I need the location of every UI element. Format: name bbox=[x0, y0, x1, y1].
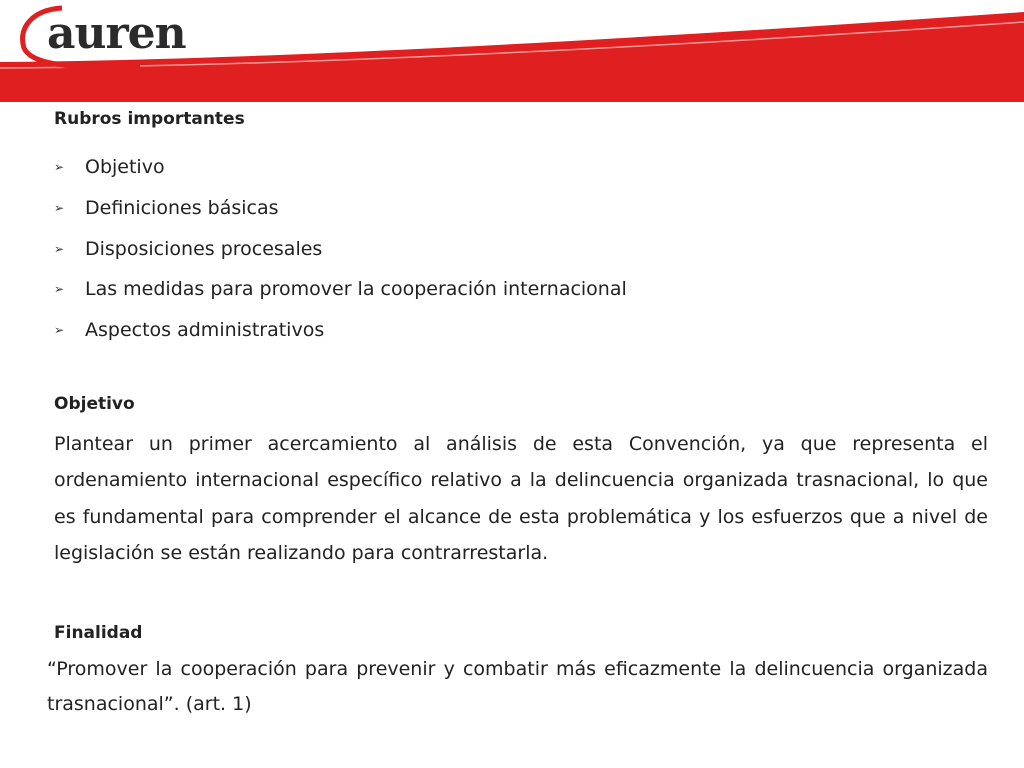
list-item bbox=[54, 147, 627, 188]
list-item-label: Disposiciones procesales bbox=[85, 237, 323, 260]
list-item bbox=[54, 310, 627, 351]
list-item bbox=[54, 188, 627, 229]
finalidad-quote: “Promover la cooperación para prevenir y combatir más eficazmente la delincuencia organizada trasnacional”. (art. 1) bbox=[47, 658, 988, 715]
list-item-label: Aspectos administrativos bbox=[85, 319, 325, 342]
list-item-label: Objetivo bbox=[85, 156, 165, 179]
header-banner bbox=[0, 0, 1024, 102]
arrow-bullet-icon: ➢ bbox=[54, 201, 65, 216]
list-item bbox=[54, 269, 627, 310]
objetivo-title: Objetivo bbox=[54, 394, 135, 414]
list-item-label: Las medidas para promover la cooperación internacional bbox=[85, 278, 627, 301]
arrow-bullet-icon: ➢ bbox=[54, 241, 65, 256]
list-item bbox=[54, 228, 627, 269]
rubros-title: Rubros importantes bbox=[54, 109, 245, 129]
finalidad-title: Finalidad bbox=[54, 623, 143, 643]
auren-logo: auren bbox=[47, 8, 186, 59]
arrow-bullet-icon: ➢ bbox=[54, 282, 65, 297]
list-item-label: Definiciones básicas bbox=[85, 197, 279, 220]
objetivo-paragraph: Plantear un primer acercamiento al análisis de esta Convención, ya que representa el ordenamiento internacional específico relativo a la delincuencia organizada trasnacional, lo que es fundamental para comprender el alcance de esta problemática y los esfuerzos que a nivel de legislación se están realizando para contrarrestarla. bbox=[54, 433, 988, 564]
arrow-bullet-icon: ➢ bbox=[54, 323, 65, 338]
rubros-list bbox=[54, 147, 627, 350]
arrow-bullet-icon: ➢ bbox=[54, 160, 65, 175]
